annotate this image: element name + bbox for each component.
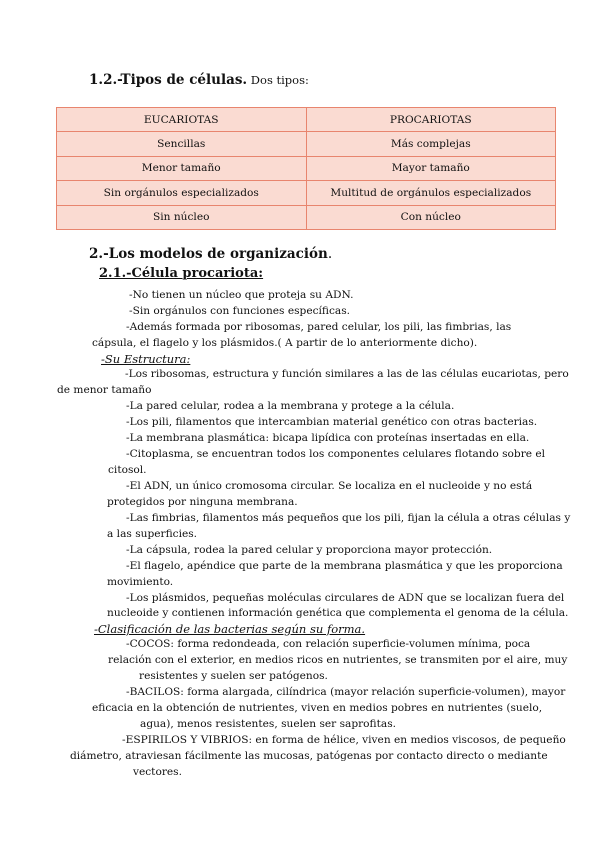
table-cell: Multitud de orgánulos especializados (306, 181, 556, 205)
text-line: nucleoide y contienen información genética que complementa el genoma de la célula. (107, 607, 569, 619)
text-line: resistentes y suelen ser patógenos. (139, 670, 328, 682)
subheading-clasificacion: -Clasificación de las bacterias según su forma. (94, 622, 366, 636)
table-row (57, 181, 556, 205)
text-line: -La membrana plasmática: bicapa lipídica con proteínas insertadas en ella. (126, 432, 530, 444)
section-title: 2.-Los modelos de organización (89, 246, 328, 262)
text-line: -Las fimbrias, filamentos más pequeños que los pili, fijan la célula a otras células y (126, 512, 571, 524)
text-line: -El flagelo, apéndice que parte de la membrana plasmática y que les proporciona (126, 560, 563, 572)
table-cell: Con núcleo (306, 205, 556, 229)
text-line: cápsula, el flagelo y los plásmidos.( A partir de lo anteriormente dicho). (92, 337, 478, 349)
table-header-row (57, 108, 556, 132)
table-header-cell: EUCARIOTAS (57, 108, 307, 132)
table-cell: Sin núcleo (57, 205, 307, 229)
text-line: -El ADN, un único cromosoma circular. Se localiza en el nucleoide y no está (126, 480, 533, 492)
text-line: -Citoplasma, se encuentran todos los componentes celulares flotando sobre el (126, 448, 546, 460)
text-line: -Los pili, filamentos que intercambian material genético con otras bacterias. (126, 416, 538, 428)
table-row (57, 205, 556, 229)
cell-types-table (56, 107, 556, 230)
table-row (57, 132, 556, 156)
text-line: -BACILOS: forma alargada, cilíndrica (mayor relación superficie-volumen), mayor (126, 686, 566, 698)
text-line: -ESPIRILOS Y VIBRIOS: en forma de hélice, viven en medios viscosos, de pequeño (122, 734, 566, 746)
text-line: protegidos por ninguna membrana. (107, 496, 298, 508)
text-line: movimiento. (107, 576, 174, 588)
text-line: eficacia en la obtención de nutrientes, viven en medios pobres en nutrientes (suelo, (92, 702, 543, 714)
text-line: vectores. (133, 766, 182, 778)
table-cell: Menor tamaño (57, 156, 307, 180)
section-title-dot: . (327, 246, 333, 262)
text-line: -Los plásmidos, pequeñas moléculas circulares de ADN que se localizan fuera del (126, 592, 565, 604)
table-cell: Sencillas (57, 132, 307, 156)
section-heading-tipos (89, 72, 309, 88)
subsection-heading: 2.1.-Célula procariota: (99, 266, 264, 281)
text-line: agua), menos resistentes, suelen ser saprofitas. (140, 718, 396, 730)
text-line: de menor tamaño (57, 384, 152, 396)
text-line: -No tienen un núcleo que proteja su ADN. (129, 289, 354, 301)
table-cell: Más complejas (306, 132, 556, 156)
text-line: a las superficies. (107, 528, 198, 540)
text-line: diámetro, atraviesan fácilmente las mucosas, patógenas por contacto directo o mediante (70, 750, 548, 762)
section-title: 1.2.-Tipos de células. (89, 72, 248, 88)
section-heading-modelos (89, 246, 332, 262)
text-line: relación con el exterior, en medios ricos en nutrientes, se transmiten por el aire, muy (108, 654, 568, 666)
text-line: -Los ribosomas, estructura y función similares a las de las células eucariotas, pero (125, 368, 569, 380)
table-cell: Mayor tamaño (306, 156, 556, 180)
table-cell: Sin orgánulos especializados (57, 181, 307, 205)
text-line: -Además formada por ribosomas, pared celular, los pili, las fimbrias, las (126, 321, 512, 333)
text-line: -La pared celular, rodea a la membrana y protege a la célula. (126, 400, 455, 412)
table-header-cell: PROCARIOTAS (306, 108, 556, 132)
table-row (57, 156, 556, 180)
subheading-estructura: -Su Estructura: (101, 352, 191, 366)
text-line: -COCOS: forma redondeada, con relación superficie-volumen mínima, poca (126, 638, 531, 650)
text-line: -Sin orgánulos con funciones específicas. (129, 305, 351, 317)
text-line: -La cápsula, rodea la pared celular y proporciona mayor protección. (126, 544, 493, 556)
text-line: citosol. (108, 464, 147, 476)
section-suffix: Dos tipos: (247, 73, 309, 87)
